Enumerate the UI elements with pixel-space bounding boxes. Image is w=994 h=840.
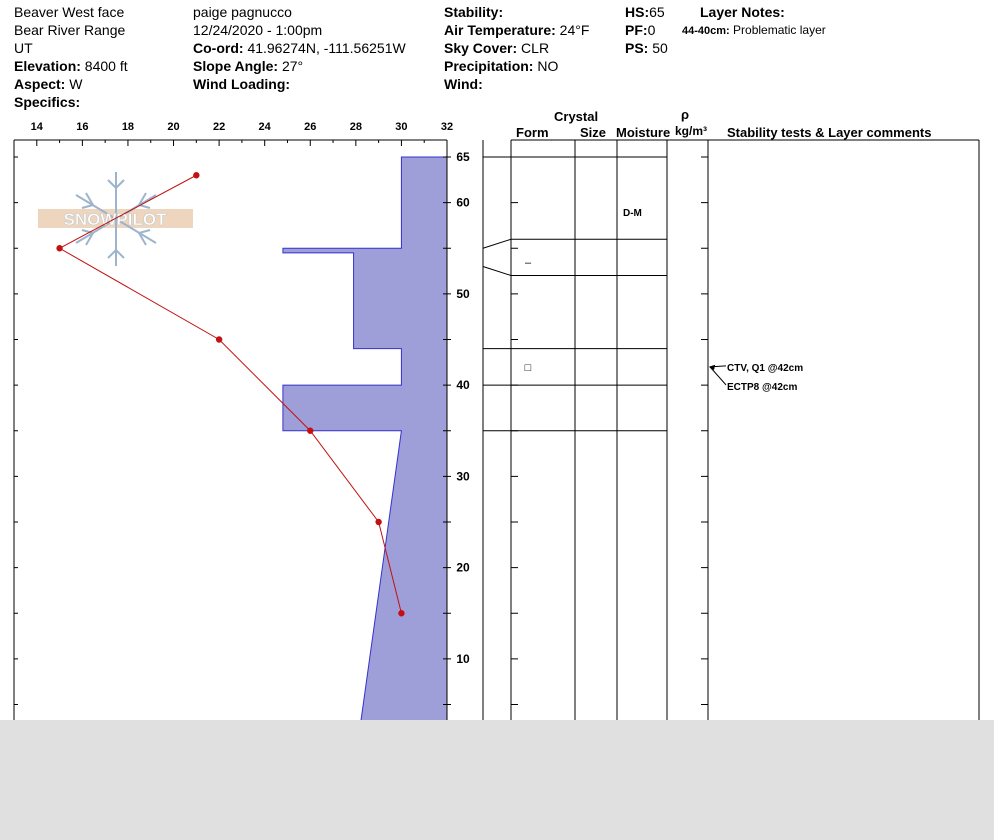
form-header: Form <box>516 125 549 140</box>
sky-label: Sky Cover: <box>444 40 518 56</box>
x-tick-label: 30 <box>395 121 408 133</box>
hs-label: HS: <box>625 4 650 20</box>
x-tick-label: 32 <box>440 121 454 133</box>
slope-value: 27° <box>281 58 304 74</box>
ps-label: PS: <box>625 40 649 56</box>
snowpilot-logo <box>38 172 193 266</box>
stability-comments-header: Stability tests & Layer comments <box>727 125 932 140</box>
density-unit-header: kg/m³ <box>675 124 708 138</box>
hardness-profile-area <box>283 157 447 741</box>
stability-test-label: ECTP8 @42cm <box>727 381 798 393</box>
sky-value: CLR <box>521 40 550 56</box>
stability-test-label: CTV, Q1 @42cm <box>727 362 804 374</box>
layer-notes-label: Layer Notes: <box>700 4 785 20</box>
pf-label: PF: <box>625 22 648 38</box>
crystal-header: Crystal <box>554 109 599 124</box>
rho-header: ρ <box>681 107 690 122</box>
layer-note-depth: 44-40cm: <box>682 25 730 37</box>
elevation-label: Elevation: <box>14 58 81 74</box>
x-tick-label: 22 <box>212 121 226 133</box>
specifics-label: Specifics: <box>14 94 81 110</box>
wind-label: Wind: <box>444 76 483 92</box>
layer-note-text: Problematic layer <box>733 23 826 37</box>
moisture-header: Moisture <box>616 125 671 140</box>
size-header: Size <box>580 125 607 140</box>
observer-name: paige pagnucco <box>193 4 292 20</box>
y-tick-label: 30 <box>456 469 470 484</box>
x-tick-label: 16 <box>76 121 89 133</box>
slope-label: Slope Angle: <box>193 58 279 74</box>
ps-value: 50 <box>652 40 668 56</box>
y-tick-label: 60 <box>456 195 470 210</box>
x-tick-label: 18 <box>121 121 135 133</box>
wind-loading-label: Wind Loading: <box>193 76 291 92</box>
layer-connector <box>483 267 511 276</box>
x-tick-label: 20 <box>167 121 180 133</box>
precip-value: NO <box>537 58 559 74</box>
pf-value: 0 <box>647 22 656 38</box>
x-tick-label: 14 <box>30 121 43 133</box>
y-tick-label: 50 <box>456 286 470 301</box>
hs-value: 65 <box>649 4 665 20</box>
temperature-point <box>193 172 199 178</box>
grain-form-symbol: □ <box>524 361 532 374</box>
layer-connector <box>483 239 511 248</box>
moisture-label: D-M <box>623 207 642 219</box>
x-tick-label: 24 <box>258 121 271 133</box>
range-name: Bear River Range <box>14 22 126 38</box>
x-tick-label: 28 <box>349 121 362 133</box>
aspect-label: Aspect: <box>14 76 66 92</box>
y-tick-label: 65 <box>456 150 470 164</box>
precip-label: Precipitation: <box>444 58 534 74</box>
coord-label: Co-ord: <box>193 40 244 56</box>
air-temp-value: 24°F <box>559 22 590 38</box>
air-temp-label: Air Temperature: <box>444 22 556 38</box>
empty-footer-area <box>0 720 994 840</box>
temperature-point <box>398 610 404 616</box>
temperature-point <box>56 245 62 251</box>
grain-form-symbol: – <box>524 256 532 269</box>
state-name: UT <box>14 40 33 56</box>
temperature-point <box>307 428 313 434</box>
location-name: Beaver West face <box>14 4 125 20</box>
temperature-point <box>375 519 381 525</box>
logo-text: SNOWPILOT <box>63 210 167 229</box>
date-time: 12/24/2020 - 1:00pm <box>193 22 323 38</box>
y-tick-label: 10 <box>456 651 470 666</box>
stability-test-pointer <box>710 367 726 385</box>
stability-label: Stability: <box>444 4 504 20</box>
temperature-point <box>216 336 222 342</box>
x-tick-label: 26 <box>304 121 317 133</box>
y-tick-label: 40 <box>456 378 470 393</box>
coord-value: 41.96274N, -111.56251W <box>247 40 406 56</box>
y-tick-label: 20 <box>456 560 470 575</box>
elevation-value: 8400 ft <box>84 58 128 74</box>
aspect-value: W <box>69 76 83 92</box>
